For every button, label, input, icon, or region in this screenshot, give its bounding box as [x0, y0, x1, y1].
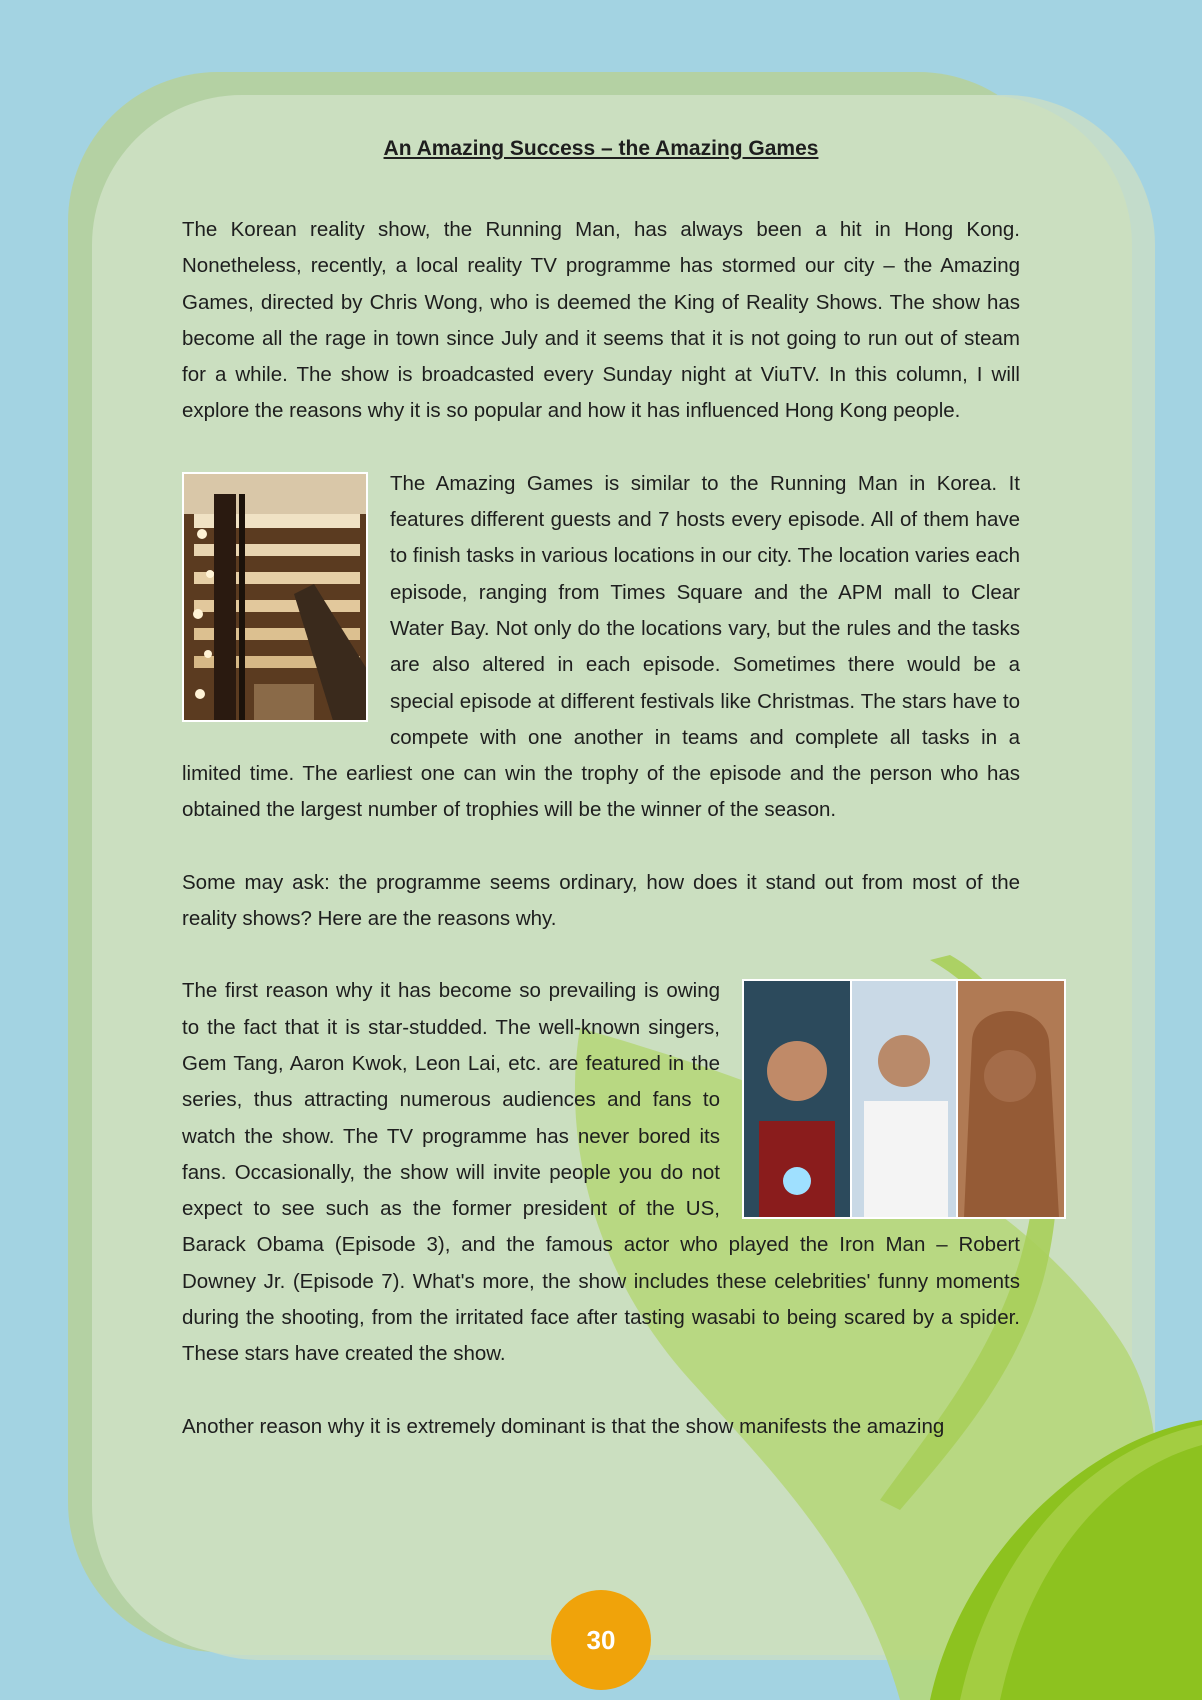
article-title: An Amazing Success – the Amazing Games	[383, 137, 819, 160]
paragraph-reason-one-text: The first reason why it has become so prevailing is owing to the fact that it is star-studded. The well-known singers, Gem Tang, Aaron Kwok, Leon Lai, etc. are featured in the series, thus attracting numerous audiences and fans to watch the show. The TV programme has never bored its fans. Occasionally, the show will invite people you do not expect to see such as the former president of the US, Barack Obama (Episode 3), and the famous actor who played the Iron Man – Robert Downey Jr. (Episode 7). What's more, the show includes these celebrities' funny moments during the shooting, from the irritated face after tasting wasabi to being scared by a spider. These stars have created the show.	[182, 979, 1020, 1366]
page-number: 30	[586, 1624, 616, 1655]
paragraph-reason-two: Another reason why it is extremely dominant is that the show manifests the amazing	[182, 1414, 945, 1438]
paragraph-reason-one	[182, 973, 1020, 1372]
paragraph-intro: The Korean reality show, the Running Man, has always been a hit in Hong Kong. Nonetheless, recently, a local reality TV programme has stormed our city – the Amazing Games, directed by Chris Wong, who is deemed the King of Reality Shows. The show has become all the rage in town since July and it seems that it is not going to run out of steam for a while. The show is broadcasted every Sunday night at ViuTV. In this column, I will explore the reasons why it is so popular and how it has influenced Hong Kong people.	[182, 218, 1020, 423]
page-number-badge	[551, 1590, 651, 1690]
mall-interior-photo	[182, 472, 368, 722]
celebrities-photo	[742, 979, 1066, 1219]
article	[182, 136, 1020, 1481]
paragraph-format: The Amazing Games is similar to the Running Man in Korea. It features different guests and 7 hosts every episode. All of them have to finish tasks in various locations in our city. The location varies each episode, ranging from Times Square and the APM mall to Clear Water Bay. Not only do the locations vary, but the rules and the tasks are also altered in each episode. Sometimes there would be a special episode at different festivals like Christmas. The stars have to compete with one another in teams and complete all tasks in a limited time. The earliest one can win the trophy of the episode and the person who has obtained the largest number of trophies will be the winner of the season.	[182, 471, 1020, 822]
paragraph-question: Some may ask: the programme seems ordinary, how does it stand out from most of the reality shows? Here are the reasons why.	[182, 870, 1020, 931]
